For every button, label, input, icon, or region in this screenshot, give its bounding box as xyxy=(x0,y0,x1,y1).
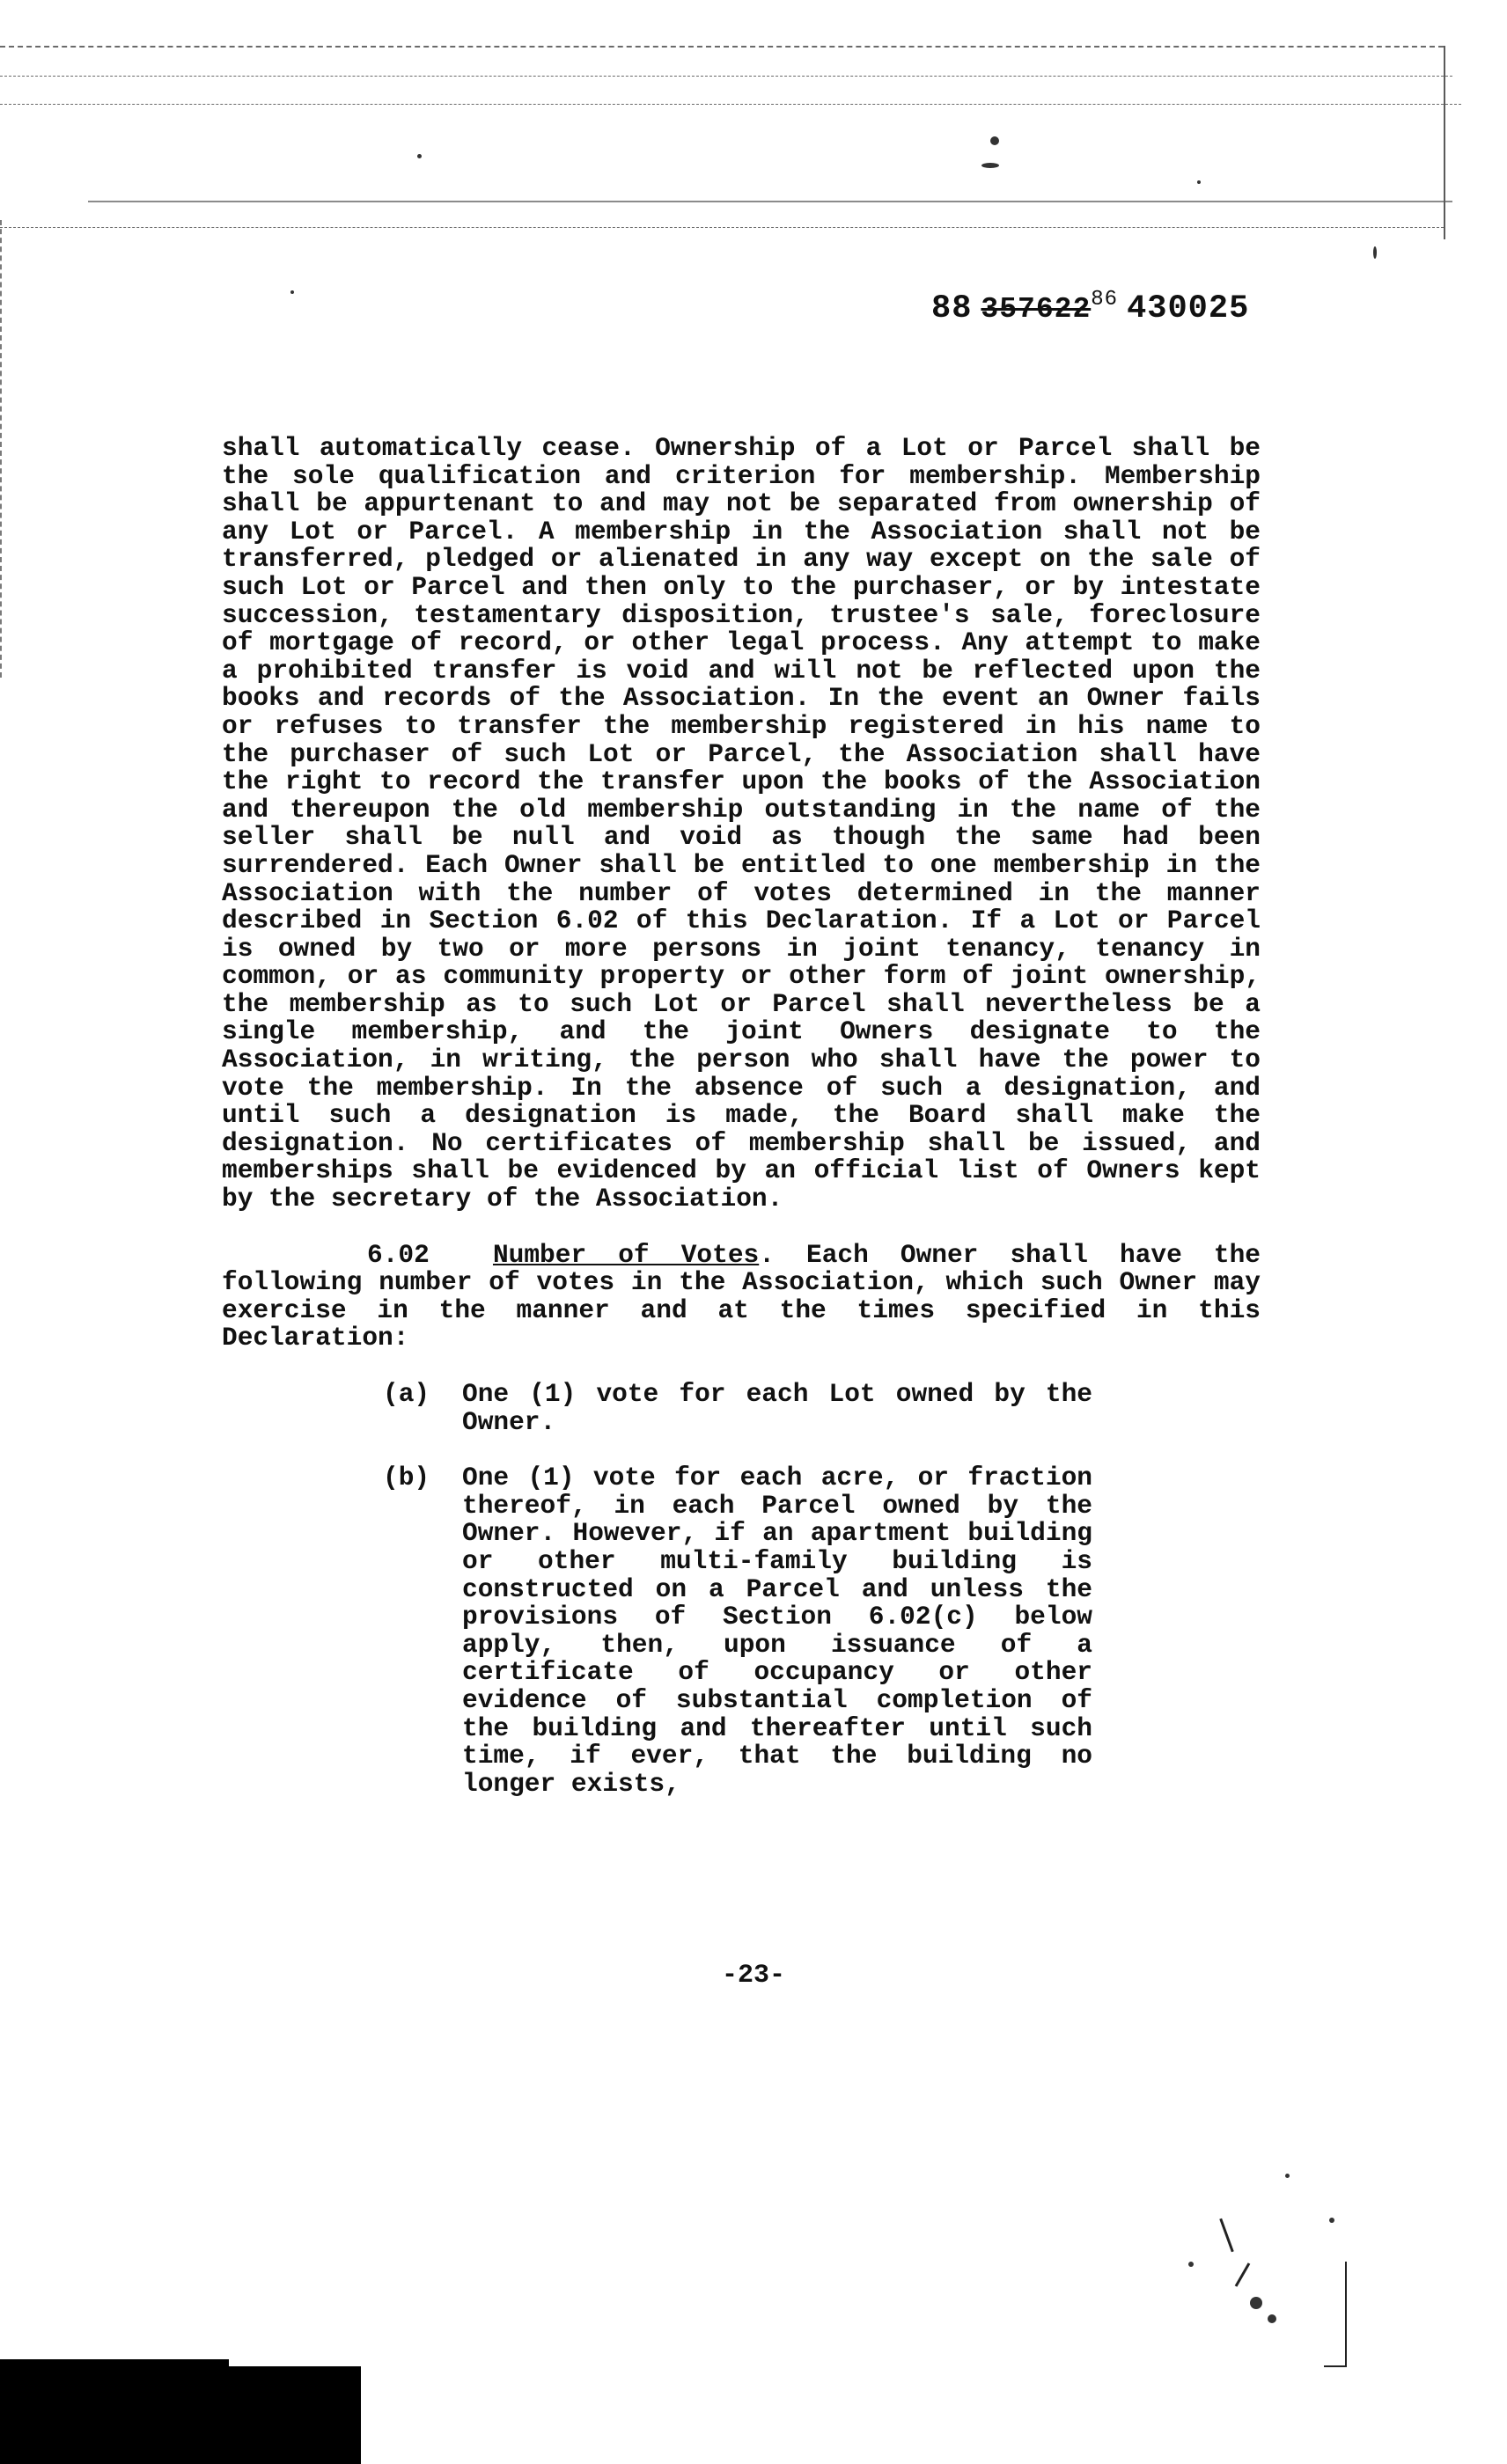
scan-artifact-marks xyxy=(1109,2147,1373,2358)
scan-speck xyxy=(981,163,999,168)
list-item xyxy=(383,1464,1092,1798)
scan-artifact-line xyxy=(0,76,1452,77)
scan-mark xyxy=(1219,2218,1234,2253)
scan-speck xyxy=(990,136,999,145)
list-item-text: One (1) vote for each Lot owned by the Owner. xyxy=(462,1379,1092,1437)
scan-artifact-line xyxy=(1444,46,1445,239)
section-6-02-paragraph xyxy=(222,1239,1261,1353)
black-scan-block xyxy=(0,2366,361,2464)
section-intro: . Each Owner shall have the following number of votes in the Association, which such Owner may exercise in the manner and at the times specified in this Declaration: xyxy=(222,1239,1261,1353)
scan-mark xyxy=(1345,2262,1347,2367)
section-heading: Number of Votes xyxy=(492,1239,760,1270)
scan-speck xyxy=(1329,2218,1334,2223)
page-number: -23- xyxy=(721,1961,785,1991)
recording-number xyxy=(931,290,1249,327)
scan-artifact-line xyxy=(88,201,1452,202)
scan-speck xyxy=(1188,2262,1194,2267)
section-number: 6.02 xyxy=(367,1239,430,1270)
scan-mark xyxy=(1235,2262,1251,2286)
scan-artifact-line xyxy=(0,227,1444,228)
list-item-label: (b) xyxy=(383,1463,430,1493)
scan-artifact-edge xyxy=(0,220,4,678)
scan-speck xyxy=(1197,180,1201,184)
scan-speck xyxy=(1373,246,1377,259)
scan-artifact-line xyxy=(0,46,1444,48)
recording-number-value: 430025 xyxy=(1127,290,1250,327)
scan-speck xyxy=(1250,2297,1262,2309)
recording-number-prefix: 88 xyxy=(931,290,973,327)
recording-number-struck: 357622 xyxy=(981,293,1092,326)
list-item xyxy=(383,1381,1092,1436)
scan-speck xyxy=(290,290,294,294)
scan-mark xyxy=(1324,2365,1347,2367)
continuation-paragraph: shall automatically cease. Ownership of a Lot or Parcel shall be the sole qualification and criterion for membership. Membership shall be appurtenant to and may not be separated from ownership of any Lot or Parcel. A membership in the Association shall not be transferred, pledged or alienated in any way except on the sale of such Lot or Parcel and then only to the purchaser, or by intestate succession, testamentary disposition, trustee's sale, foreclosure of mortgage of record, or other legal process. Any attempt to make a prohibited transfer is void and will not be reflected upon the books and records of the Association. In the event an Owner fails or refuses to transfer the membership registered in his name to the purchaser of such Lot or Parcel, the Association shall have the right to record the transfer upon the books of the Association and thereupon the old membership outstanding in the name of the seller shall be null and void as though the same had been surrendered. Each Owner shall be entitled to one membership in the Association with the number of votes determined in the manner described in Section 6.02 of this Declaration. If a Lot or Parcel is owned by two or more persons in joint tenancy, tenancy in common, or as community property or other form of joint ownership, the membership as to such Lot or Parcel shall nevertheless be a single membership, and the joint Owners designate to the Association, in writing, the person who shall have the power to vote the membership. In the absence of such a designation, and until such a designation is made, the Board shall make the designation. No certificates of membership shall be issued, and memberships shall be evidenced by an official list of Owners kept by the secretary of the Association. xyxy=(222,433,1261,1214)
recording-number-superscript: 86 xyxy=(1091,288,1119,312)
scan-speck xyxy=(1268,2314,1276,2323)
document-body xyxy=(222,435,1261,1798)
scan-speck xyxy=(1285,2174,1290,2178)
list-item-text: One (1) vote for each acre, or fraction thereof, in each Parcel owned by the Owner. However, if an apartment building or other multi-family building is constructed on a Parcel and unless the provisions of Section 6.02(c) below apply, then, upon issuance of a certificate of occupancy or other evidence of substantial completion of the building and thereafter until such time, if ever, that the building no longer exists, xyxy=(462,1463,1092,1799)
list-item-label: (a) xyxy=(383,1379,430,1409)
scan-artifact-line xyxy=(0,104,1461,105)
scan-speck xyxy=(417,154,422,158)
